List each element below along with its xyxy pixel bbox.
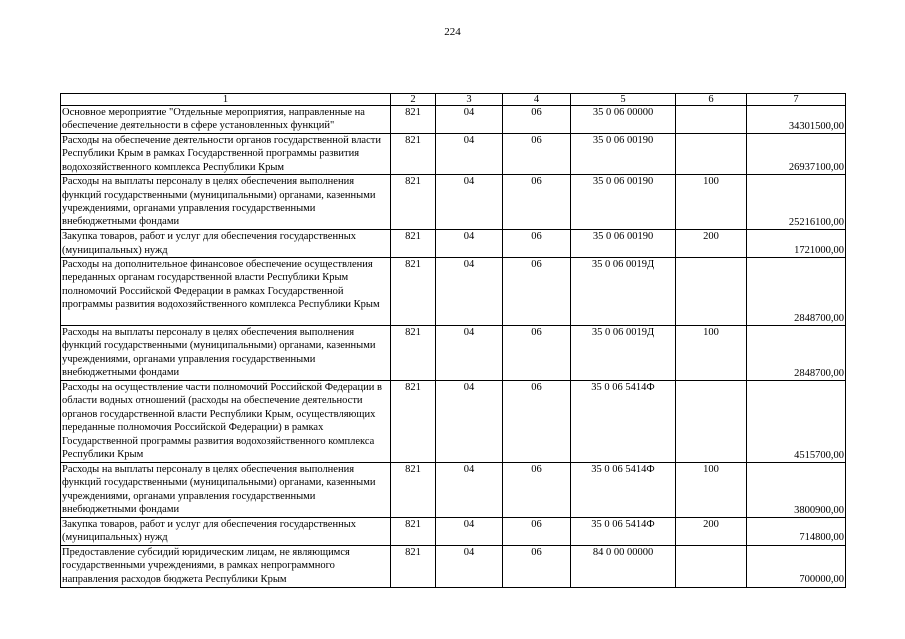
- column-header-1: 1: [61, 94, 391, 106]
- table-row: [61, 326, 846, 381]
- row-code-2: 821: [391, 518, 436, 546]
- table-row: [61, 463, 846, 518]
- row-code-2: 821: [391, 258, 436, 326]
- column-header-7: 7: [747, 94, 846, 106]
- row-code-3: 04: [436, 518, 503, 546]
- row-code-6: 200: [676, 518, 747, 546]
- row-code-3: 04: [436, 463, 503, 518]
- column-header-4: 4: [503, 94, 571, 106]
- row-code-4: 06: [503, 175, 571, 230]
- row-code-3: 04: [436, 175, 503, 230]
- row-code-3: 04: [436, 134, 503, 175]
- row-amount: 3800900,00: [747, 463, 846, 518]
- row-amount: 714800,00: [747, 518, 846, 546]
- row-code-5: 35 0 06 0019Д: [571, 258, 676, 326]
- column-header-2: 2: [391, 94, 436, 106]
- row-code-6: [676, 134, 747, 175]
- row-code-3: 04: [436, 545, 503, 587]
- row-code-4: 06: [503, 381, 571, 463]
- table-row: [61, 134, 846, 175]
- row-code-4: 06: [503, 258, 571, 326]
- row-code-4: 06: [503, 545, 571, 587]
- table-row: [61, 175, 846, 230]
- page-number: 224: [444, 26, 461, 38]
- row-code-6: 100: [676, 463, 747, 518]
- row-code-4: 06: [503, 463, 571, 518]
- row-code-5: 35 0 06 5414Ф: [571, 463, 676, 518]
- row-description: Закупка товаров, работ и услуг для обеспечения государственных (муниципальных) нужд: [61, 230, 391, 258]
- row-code-2: 821: [391, 381, 436, 463]
- row-code-4: 06: [503, 230, 571, 258]
- row-code-2: 821: [391, 230, 436, 258]
- row-code-3: 04: [436, 381, 503, 463]
- row-amount: 700000,00: [747, 545, 846, 587]
- row-code-6: [676, 381, 747, 463]
- row-code-3: 04: [436, 230, 503, 258]
- column-header-3: 3: [436, 94, 503, 106]
- row-code-6: 100: [676, 175, 747, 230]
- row-description: Основное мероприятие "Отдельные мероприятия, направленные на обеспечение деятельности в сфере установленных функций": [61, 106, 391, 134]
- row-code-5: 35 0 06 00190: [571, 134, 676, 175]
- row-code-4: 06: [503, 106, 571, 134]
- budget-table: [60, 93, 846, 588]
- row-code-6: 100: [676, 326, 747, 381]
- row-code-2: 821: [391, 134, 436, 175]
- row-code-6: 200: [676, 230, 747, 258]
- table-row: [61, 106, 846, 134]
- header-row: [61, 94, 846, 106]
- row-code-4: 06: [503, 518, 571, 546]
- row-amount: 2848700,00: [747, 326, 846, 381]
- row-amount: 4515700,00: [747, 381, 846, 463]
- row-code-2: 821: [391, 545, 436, 587]
- row-description: Расходы на выплаты персоналу в целях обеспечения выполнения функций государственными (муниципальными) органами, казенными учреждениями, органами управления государственными внебюджетными фондами: [61, 326, 391, 381]
- table-body: [61, 94, 846, 588]
- row-code-6: [676, 258, 747, 326]
- row-code-5: 84 0 00 00000: [571, 545, 676, 587]
- row-code-4: 06: [503, 326, 571, 381]
- row-code-5: 35 0 06 00000: [571, 106, 676, 134]
- row-description: Расходы на осуществление части полномочий Российской Федерации в области водных отношений (расходы на обеспечение деятельности органов государственной власти Республики Крым, осуществляющих переданные полномочия Российской Федерации) в рамках Государственной программы развития водохозяйственного комплекса Республики Крым: [61, 381, 391, 463]
- row-description: Расходы на выплаты персоналу в целях обеспечения выполнения функций государственными (муниципальными) органами, казенными учреждениями, органами управления государственными внебюджетными фондами: [61, 175, 391, 230]
- row-amount: 34301500,00: [747, 106, 846, 134]
- table-row: [61, 230, 846, 258]
- row-code-5: 35 0 06 0019Д: [571, 326, 676, 381]
- row-description: Расходы на дополнительное финансовое обеспечение осуществления переданных органам государственной власти Республики Крым полномочий Российской Федерации в рамках Государственной программы развития водохозяйственного комплекса Республики Крым: [61, 258, 391, 326]
- row-description: Расходы на выплаты персоналу в целях обеспечения выполнения функций государственными (муниципальными) органами, казенными учреждениями, органами управления государственными внебюджетными фондами: [61, 463, 391, 518]
- row-code-5: 35 0 06 00190: [571, 175, 676, 230]
- row-code-2: 821: [391, 463, 436, 518]
- column-header-5: 5: [571, 94, 676, 106]
- row-code-3: 04: [436, 258, 503, 326]
- row-code-3: 04: [436, 326, 503, 381]
- row-code-2: 821: [391, 106, 436, 134]
- row-amount: 2848700,00: [747, 258, 846, 326]
- row-code-6: [676, 545, 747, 587]
- row-description: Предоставление субсидий юридическим лицам, не являющимся государственными учреждениями, в рамках непрограммного направления расходов бюджета Республики Крым: [61, 545, 391, 587]
- row-description: Закупка товаров, работ и услуг для обеспечения государственных (муниципальных) нужд: [61, 518, 391, 546]
- row-code-3: 04: [436, 106, 503, 134]
- row-amount: 25216100,00: [747, 175, 846, 230]
- row-code-2: 821: [391, 175, 436, 230]
- row-code-6: [676, 106, 747, 134]
- row-code-5: 35 0 06 5414Ф: [571, 518, 676, 546]
- row-amount: 26937100,00: [747, 134, 846, 175]
- column-header-6: 6: [676, 94, 747, 106]
- row-amount: 1721000,00: [747, 230, 846, 258]
- row-code-4: 06: [503, 134, 571, 175]
- row-code-5: 35 0 06 00190: [571, 230, 676, 258]
- row-code-2: 821: [391, 326, 436, 381]
- table-row: [61, 545, 846, 587]
- table-row: [61, 518, 846, 546]
- table-row: [61, 381, 846, 463]
- table-row: [61, 258, 846, 326]
- row-description: Расходы на обеспечение деятельности органов государственной власти Республики Крым в рамках Государственной программы развития водохозяйственного комплекса Республики Крым: [61, 134, 391, 175]
- row-code-5: 35 0 06 5414Ф: [571, 381, 676, 463]
